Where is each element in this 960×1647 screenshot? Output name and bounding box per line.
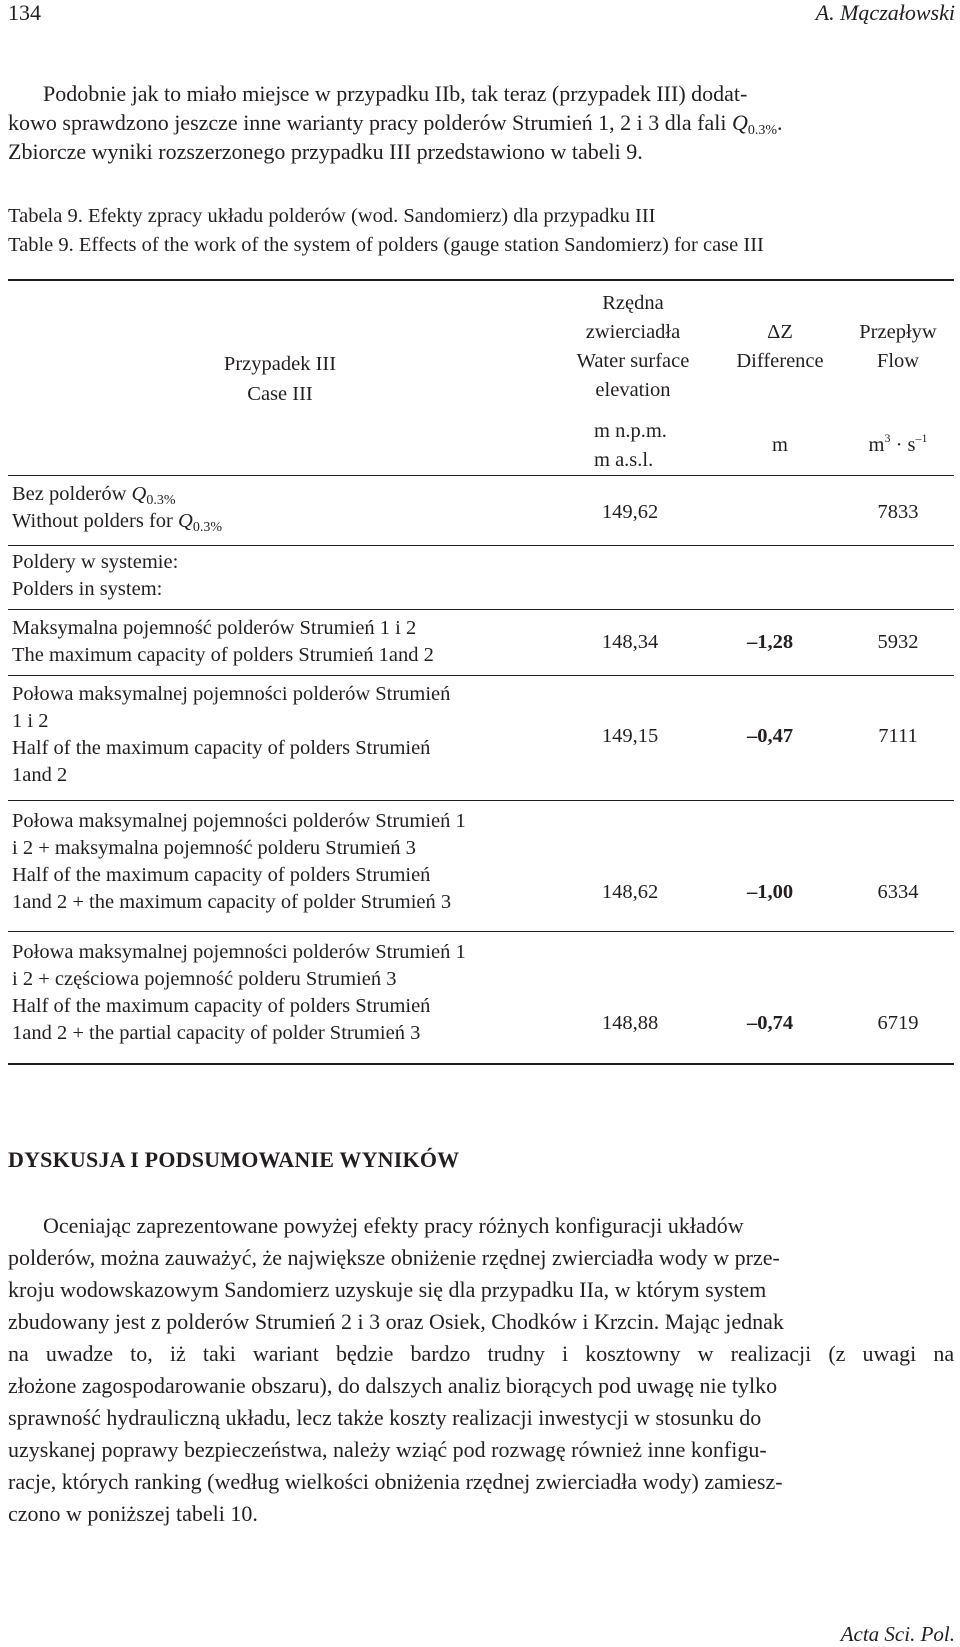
row-4-line-4: 1and 2 + the partial capacity of polder Strumień 3	[12, 1022, 421, 1044]
intro-line-3: Zbiorcze wyniki rozszerzonego przypadku III przedstawiono w tabeli 9.	[8, 139, 643, 164]
header-elevation-2: zwierciadła	[585, 321, 681, 343]
discussion-line: Oceniając zaprezentowane powyżej efekty pracy różnych konfiguracji układów	[43, 1213, 744, 1238]
row-4-difference: –0,74	[746, 1012, 794, 1034]
table-bottom-rule	[8, 1063, 954, 1065]
discussion-line: kroju wodowskazowym Sandomierz uzyskuje się dla przypadku IIa, w którym system	[8, 1277, 767, 1302]
running-author: A. Mączałowski	[815, 0, 955, 25]
row-2-elevation: 149,15	[601, 725, 659, 747]
header-case	[170, 351, 390, 408]
discussion-line: złożone zagospodarowanie obszaru), do dalszych analiz biorących pod uwagę nie tylko	[8, 1373, 778, 1398]
page-number: 134	[8, 0, 41, 25]
row-1-label	[12, 615, 434, 669]
row-without-label	[12, 481, 222, 535]
discussion-line: racje, których ranking (według wielkości obniżenia rzędnej zwierciadła wody) zamiesz-	[8, 1469, 783, 1494]
section-heading: DYSKUSJA I PODSUMOWANIE WYNIKÓW	[8, 1147, 460, 1172]
row-3-line-1: Połowa maksymalnej pojemności polderów Strumień 1	[12, 810, 466, 832]
row-2-label	[12, 681, 450, 789]
row-3-flow: 6334	[877, 881, 919, 903]
row-1-elevation: 148,34	[601, 631, 659, 653]
discussion-line: polderów, można zauważyć, że największe obniżenie rzędnej zwierciadła wody w prze-	[8, 1245, 780, 1270]
discussion-line: czono w poniższej tabeli 10.	[8, 1501, 258, 1526]
row-2-line-4: 1and 2	[12, 764, 68, 786]
row-without-pl: Bez polderów $Q_{0.3\%}$	[12, 483, 176, 508]
row-2-difference: –0,47	[746, 725, 794, 747]
row-1-difference: –1,28	[746, 631, 794, 653]
header-case-pl: Przypadek III	[223, 353, 337, 375]
header-case-en: Case III	[247, 383, 313, 405]
row-1-line-2: The maximum capacity of polders Strumień 1and 2	[12, 644, 434, 666]
header-difference-en: Difference	[736, 350, 824, 372]
row-4-label	[12, 939, 466, 1047]
unit-flow-exp1: 3	[884, 431, 891, 445]
row-system-en: Polders in system:	[12, 578, 163, 600]
intro-line-2-end: .	[777, 110, 783, 135]
row-3-line-2: i 2 + maksymalna pojemność polderu Strumień 3	[12, 837, 416, 859]
header-difference-symbol: ΔZ	[767, 321, 793, 343]
unit-elevation-en: m a.s.l.	[594, 449, 654, 471]
row-system-pl: Poldery w systemie:	[12, 551, 179, 573]
row-4-flow: 6719	[877, 1012, 919, 1034]
header-flow-pl: Przepływ	[859, 321, 937, 343]
row-4-line-3: Half of the maximum capacity of polders Strumień	[12, 995, 431, 1017]
row-rule	[8, 675, 954, 676]
table-caption-pl: Tabela 9. Efekty zpracy układu polderów (wod. Sandomierz) dla przypadku III	[8, 205, 656, 227]
row-rule	[8, 931, 954, 932]
row-without-flow: 7833	[877, 501, 919, 523]
row-3-label	[12, 808, 466, 916]
row-3-line-3: Half of the maximum capacity of polders Strumień	[12, 864, 431, 886]
row-3-difference: –1,00	[746, 881, 794, 903]
q-subscript: 0.3%	[747, 123, 778, 138]
intro-line-2	[8, 109, 783, 136]
row-rule	[8, 800, 954, 801]
discussion-line: zbudowany jest z polderów Strumień 2 i 3 oraz Osiek, Chodków i Krzcin. Mając jednak	[8, 1309, 784, 1334]
intro-line-2-text: kowo sprawdzono jeszcze inne warianty pracy polderów Strumień 1, 2 i 3 dla fali	[8, 110, 732, 135]
unit-elevation-pl: m n.p.m.	[594, 420, 667, 442]
row-3-line-4: 1and 2 + the maximum capacity of polder Strumień 3	[12, 891, 452, 913]
q-symbol: Q	[731, 110, 748, 135]
row-without-elevation: 149,62	[601, 501, 659, 523]
unit-flow	[842, 432, 954, 459]
row-2-flow: 7111	[878, 725, 918, 747]
discussion-line: na uwadze to, iż taki wariant będzie bardzo trudny i kosztowny w realizacji (z uwagi na	[8, 1341, 955, 1366]
intro-line-1: Podobnie jak to miało miejsce w przypadku IIb, tak teraz (przypadek III) dodat-	[43, 81, 748, 106]
unit-flow-mid: · s	[890, 434, 916, 456]
discussion-line: uzyskanej poprawy bezpieczeństwa, należy wziąć pod rozwagę również inne konfigu-	[8, 1437, 767, 1462]
table-caption-en: Table 9. Effects of the work of the system of polders (gauge station Sandomierz) for case III	[8, 234, 764, 256]
row-1-flow: 5932	[877, 631, 919, 653]
row-4-elevation: 148,88	[601, 1012, 659, 1034]
row-4-line-1: Połowa maksymalnej pojemności polderów Strumień 1	[12, 941, 466, 963]
header-elevation-3: Water surface	[576, 350, 690, 372]
header-elevation-1: Rzędna	[602, 292, 664, 314]
journal-footer: Acta Sci. Pol.	[840, 1622, 955, 1646]
table-top-rule	[8, 279, 954, 281]
unit-flow-base: m	[868, 434, 885, 456]
header-elevation	[548, 289, 718, 405]
row-rule	[8, 609, 954, 610]
row-4-line-2: i 2 + częściowa pojemność polderu Strumień 3	[12, 968, 397, 990]
row-without-en: Without polders for $Q_{0.3\%}$	[12, 510, 222, 535]
row-2-line-1: Połowa maksymalnej pojemności polderów Strumień	[12, 683, 451, 705]
header-difference	[720, 318, 840, 376]
discussion-line: sprawność hydrauliczną układu, lecz także koszty realizacji inwestycji w stosunku do	[8, 1405, 762, 1430]
header-flow	[842, 318, 954, 376]
row-2-line-2: 1 i 2	[12, 710, 49, 732]
header-rule	[8, 475, 954, 476]
row-2-line-3: Half of the maximum capacity of polders Strumień	[12, 737, 431, 759]
header-elevation-4: elevation	[595, 379, 671, 401]
unit-elevation	[594, 418, 667, 474]
row-3-elevation: 148,62	[601, 881, 659, 903]
unit-flow-exp2: –1	[915, 431, 928, 445]
header-flow-en: Flow	[876, 350, 920, 372]
row-system-label	[12, 549, 178, 603]
row-1-line-1: Maksymalna pojemność polderów Strumień 1 i 2	[12, 617, 417, 639]
row-rule	[8, 545, 954, 546]
unit-difference: m	[772, 434, 788, 456]
